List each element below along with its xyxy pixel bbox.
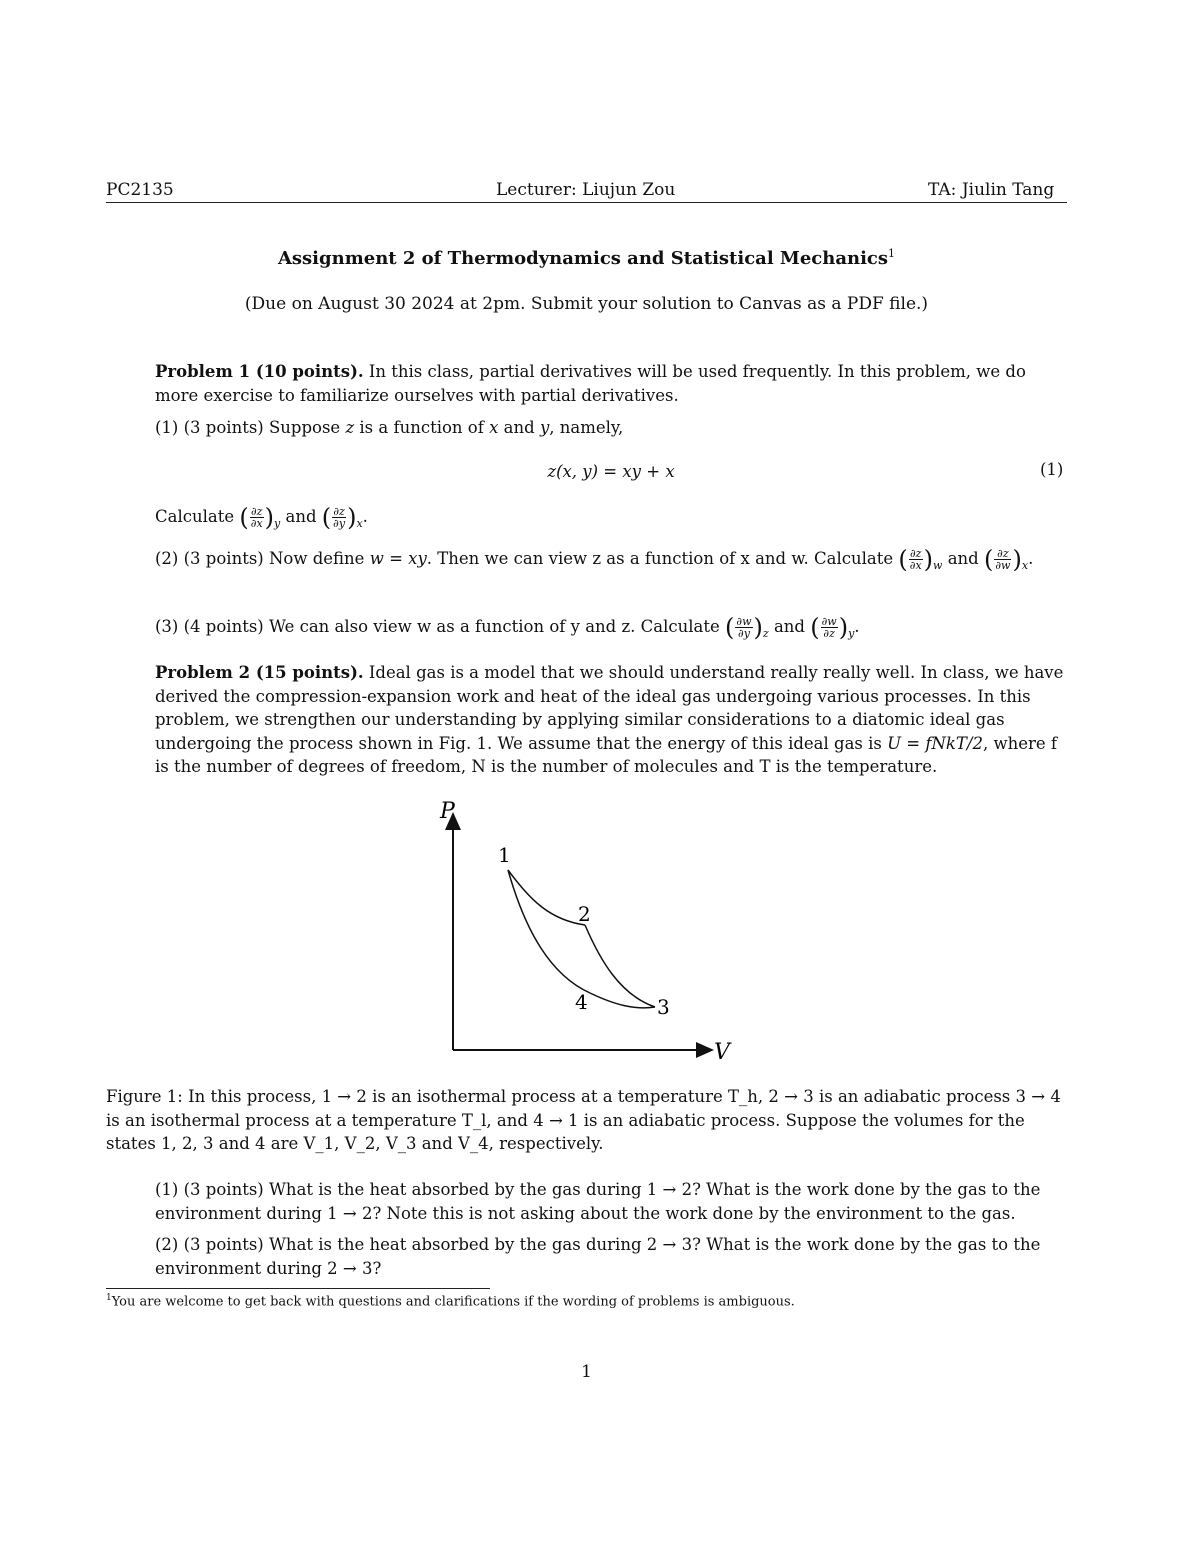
part1-post: , namely, <box>549 418 624 437</box>
footnote-mark: 1 <box>106 1293 112 1303</box>
point-label-1: 1 <box>498 843 511 867</box>
figure-caption: Figure 1: In this process, 1 → 2 is an isothermal process at a temperature T_h, 2 → 3 is an adiabatic process 3 → 4 is an isothermal process at a temperature T_l, and 4 → 1 is an adiabatic process. Suppose the volumes for the states 1, 2, 3 and 4 are V_1, V_2, V_3 and V_4, respectively. <box>106 1087 1061 1153</box>
part2-def: w = xy <box>369 549 427 568</box>
calc-label: Calculate <box>155 507 235 526</box>
point-label-2: 2 <box>578 902 591 926</box>
problem2-body: Ideal gas is a model that we should understand really really well. In class, we have derived the compression-expansion work and heat of the ideal gas undergoing various processes. In this problem, we strengthen our understanding by applying similar considerations to a diatomic ideal gas undergoing the process shown in Fig. 1. We assume that the energy of this ideal gas is <box>155 663 1064 753</box>
problem1-heading: Problem 1 (10 points). <box>155 362 364 381</box>
header-course: PC2135 <box>106 180 174 200</box>
part2-pre: (2) (3 points) Now define <box>155 549 365 568</box>
question-2: (2) (3 points) What is the heat absorbed by the gas during 2 → 3? What is the work done by the gas to the environment during 2 → 3? <box>155 1235 1041 1278</box>
point-label-3: 3 <box>657 995 670 1019</box>
p-axis-label: P <box>440 799 455 824</box>
header-lecturer: Lecturer: Liujun Zou <box>496 180 676 200</box>
header-ta: TA: Jiulin Tang <box>928 180 1055 200</box>
point-label-4: 4 <box>575 990 588 1014</box>
adiabat-2-3 <box>585 925 655 1007</box>
due-line: (Due on August 30 2024 at 2pm. Submit your solution to Canvas as a PDF file.) <box>244 294 929 314</box>
problem1-part2: (2) (3 points) Now define w = xy. Then we can view z as a function of x and w. Calculate ( $\frac{\partial z}{\partial x}$ )$_w$ and ( $\frac{\partial z}{\partial w}$ )$_x$. <box>155 545 1034 574</box>
header-rule <box>106 202 1067 203</box>
title-text: Assignment 2 of Thermodynamics and Statistical Mechanics <box>277 248 889 269</box>
problem1-part1: (1) (3 points) Suppose z is a function of x and y, namely, <box>155 418 624 437</box>
problem1-intro <box>155 360 1067 407</box>
part1-mid: is a function of <box>359 418 484 437</box>
part1-pre: (1) (3 points) Suppose <box>155 418 341 437</box>
problem2-text <box>155 661 1067 779</box>
page-title <box>106 247 1067 269</box>
problem1-intro-text: In this class, partial derivatives will be used frequently. In this problem, we do more exercise to familiarize ourselves with partial derivatives. <box>155 362 1026 405</box>
problem2-body-end: , where f is the number of degrees of freedom, N is the number of molecules and T is the temperature. <box>155 733 1057 776</box>
equation-number: (1) <box>1040 460 1064 479</box>
v-axis-label: V <box>714 1040 730 1065</box>
footnote <box>106 1293 795 1309</box>
title-footnote-mark: 1 <box>888 247 896 260</box>
page-number: 1 <box>581 1362 592 1382</box>
equation-1: z(x, y) = xy + x <box>547 462 675 481</box>
part1-and: and <box>503 418 535 437</box>
problem2-energy: U = fNkT/2 <box>887 733 983 753</box>
problem1-calc: Calculate ( $\frac{\partial z}{\partial x}$ )$_y$ and ( $\frac{\partial z}{\partial y}$ )$_x$. <box>155 503 368 532</box>
footnote-text: You are welcome to get back with questions and clarifications if the wording of problems is ambiguous. <box>111 1294 795 1310</box>
part3-pre: (3) (4 points) We can also view w as a function of y and z. Calculate <box>155 617 720 636</box>
question-1: (1) (3 points) What is the heat absorbed by the gas during 1 → 2? What is the work done by the gas to the environment during 1 → 2? Note this is not asking about the work done by the environment to the gas. <box>155 1180 1041 1223</box>
and-word-2: and <box>947 549 979 568</box>
and-word-3: and <box>773 617 805 636</box>
problem1-part3: (3) (4 points) We can also view w as a function of y and z. Calculate ( $\frac{\partial w}{\partial y}$ )$_z$ and ( $\frac{\partial w}{\partial z}$ )$_y$. <box>155 613 860 642</box>
pv-diagram <box>420 790 750 1070</box>
and-word-1: and <box>285 507 317 526</box>
adiabat-4-1 <box>508 870 590 993</box>
problem2-heading: Problem 2 (15 points). <box>155 663 364 682</box>
isotherm-1-2 <box>508 870 585 925</box>
isotherm-3-4 <box>590 993 655 1008</box>
footnote-rule <box>106 1288 490 1289</box>
part2-mid: . Then we can view z as a function of x and w. Calculate <box>426 549 894 568</box>
